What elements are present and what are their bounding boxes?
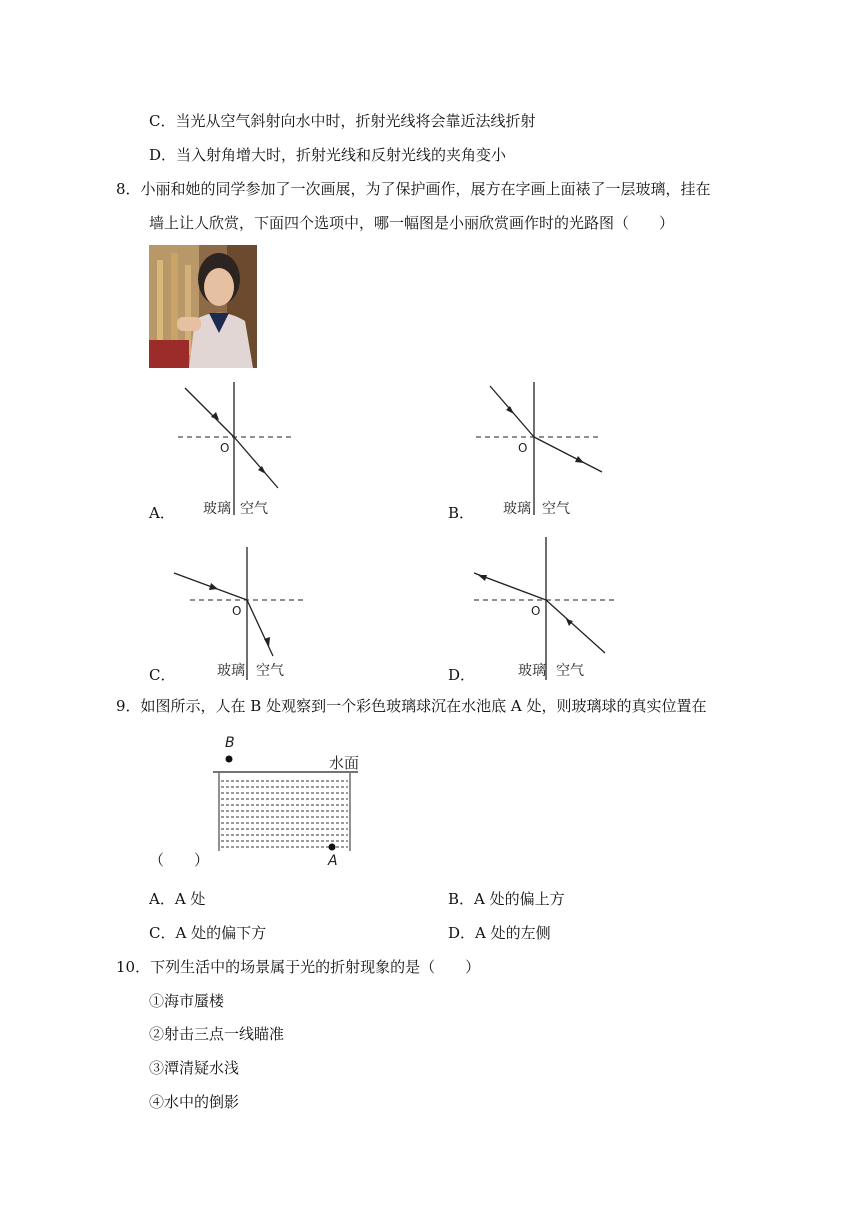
medium-air: 空气 bbox=[240, 501, 268, 517]
q8-option-a-diagram bbox=[170, 380, 300, 520]
medium-air: 空气 bbox=[556, 663, 584, 679]
water-hatching bbox=[221, 781, 348, 847]
medium-glass: 玻璃 bbox=[503, 501, 531, 517]
q8-option-b-diagram bbox=[470, 380, 610, 520]
point-o: O bbox=[531, 604, 541, 618]
q8-option-b-label: B． bbox=[448, 504, 475, 522]
q10-stem: 10．下列生活中的场景属于光的折射现象的是（ ） bbox=[116, 958, 481, 976]
q10-item-2: ②射击三点一线瞄准 bbox=[149, 1025, 285, 1043]
q8-option-c-label: C． bbox=[149, 666, 176, 684]
arrow-icon bbox=[209, 583, 218, 590]
girl-viewing-painting-photo bbox=[149, 245, 257, 368]
q7-option-d: D．当入射角增大时，折射光线和反射光线的夹角变小 bbox=[149, 146, 507, 164]
medium-air: 空气 bbox=[542, 501, 570, 517]
point-a-dot bbox=[329, 844, 336, 851]
medium-glass: 玻璃 bbox=[518, 663, 546, 679]
q9-option-c: C．A 处的偏下方 bbox=[149, 924, 267, 942]
point-a-label: A bbox=[328, 853, 338, 869]
medium-glass: 玻璃 bbox=[217, 663, 245, 679]
arrow-icon bbox=[478, 575, 487, 581]
refracted-ray bbox=[234, 437, 278, 488]
q9-option-d: D．A 处的左侧 bbox=[448, 924, 551, 942]
q9-stem: 9．如图所示，人在 B 处观察到一个彩色玻璃球沉在水池底 A 处，则玻璃球的真实位置在 bbox=[116, 697, 707, 715]
refracted-ray bbox=[534, 437, 602, 472]
q9-water-pool-diagram bbox=[205, 735, 370, 870]
medium-air: 空气 bbox=[256, 663, 284, 679]
arrow-icon bbox=[575, 456, 584, 463]
arrow-icon bbox=[506, 406, 514, 414]
q8-option-a-label: A． bbox=[149, 504, 175, 522]
q10-item-4: ④水中的倒影 bbox=[149, 1093, 240, 1111]
q8-option-d-diagram bbox=[470, 535, 620, 685]
q8-option-d-label: D． bbox=[448, 666, 476, 684]
q9-answer-paren: （ ） bbox=[149, 851, 210, 869]
q8-option-c-diagram bbox=[170, 545, 310, 685]
point-o: O bbox=[220, 441, 230, 455]
point-b-label: B bbox=[225, 735, 235, 751]
medium-glass: 玻璃 bbox=[203, 501, 231, 517]
q7-option-c: C．当光从空气斜射向水中时，折射光线将会靠近法线折射 bbox=[149, 112, 536, 130]
point-o: O bbox=[518, 441, 528, 455]
q8-stem-line2: 墙上让人欣赏，下面四个选项中，哪一幅图是小丽欣赏画作时的光路图（ ） bbox=[149, 214, 675, 232]
refracted-ray bbox=[247, 600, 273, 656]
point-o: O bbox=[232, 604, 242, 618]
q8-stem-line1: 8．小丽和她的同学参加了一次画展，为了保护画作，展方在字画上面裱了一层玻璃，挂在 bbox=[116, 180, 711, 198]
incident-ray bbox=[185, 388, 234, 437]
water-surface-label: 水面 bbox=[329, 754, 360, 772]
incident-ray bbox=[546, 600, 605, 653]
point-b-dot bbox=[226, 756, 233, 763]
q10-item-1: ①海市蜃楼 bbox=[149, 992, 225, 1010]
q9-option-a: A．A 处 bbox=[149, 890, 206, 908]
q10-item-3: ③潭清疑水浅 bbox=[149, 1059, 240, 1077]
q9-option-b: B．A 处的偏上方 bbox=[448, 890, 565, 908]
